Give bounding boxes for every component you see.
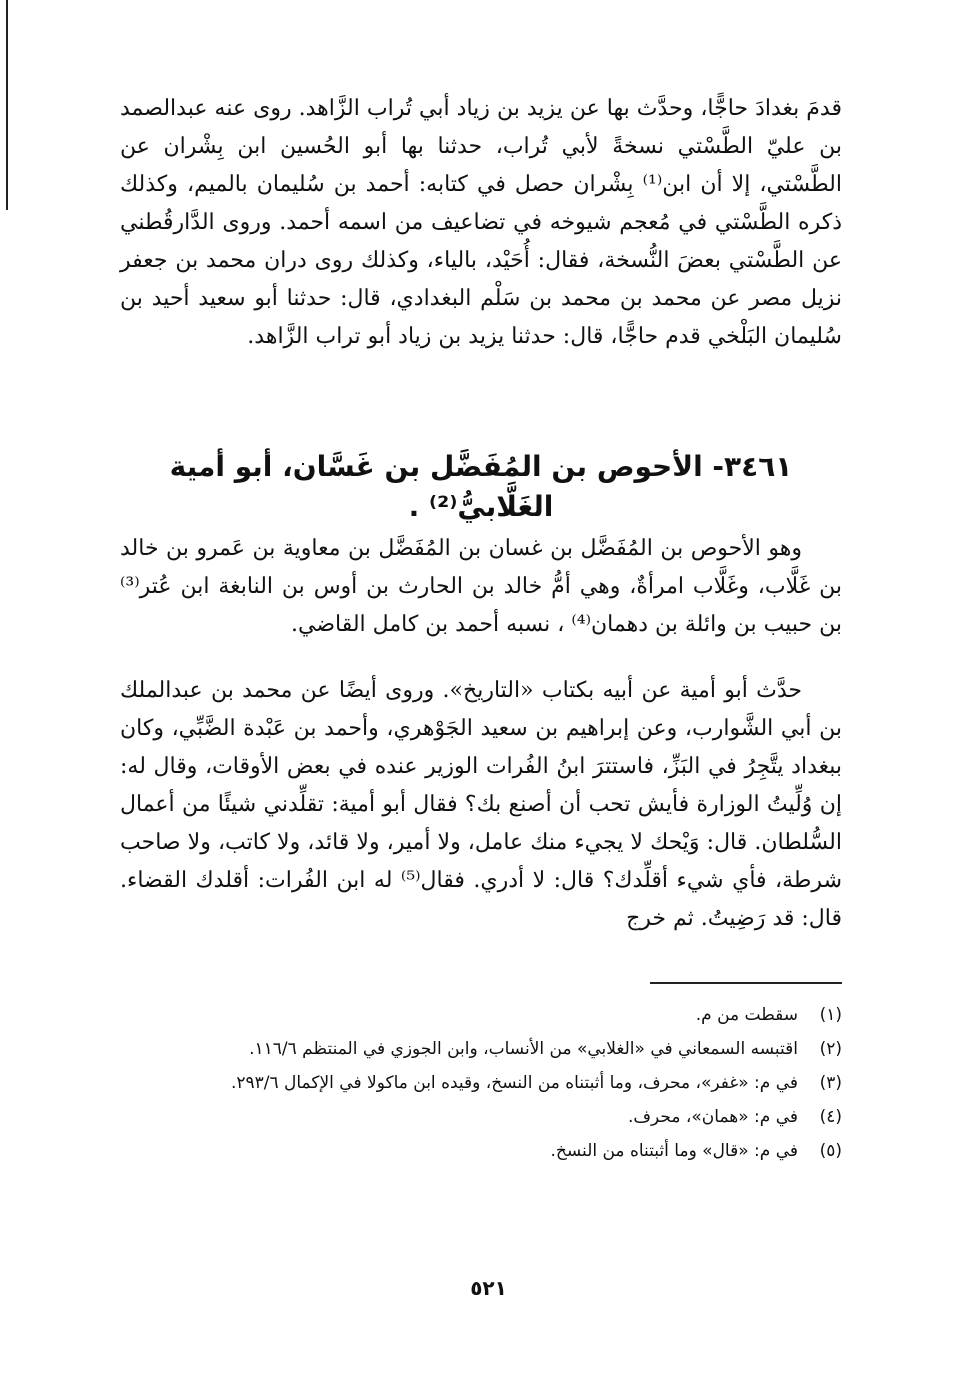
footnote-number: (٥) bbox=[819, 1141, 842, 1161]
footnote bbox=[120, 1136, 842, 1166]
paragraph-2: وهو الأحوص بن المُفَضَّل بن غسان بن المُفَضَّل بن معاوية بن عَمرو بن خالد بن غَلَّاب، وغَلَّاب امرأةٌ، وهي أمُّ خالد بن الحارث بن أوس بن النابغة ابن عُتر⁽³⁾ بن حبيب بن وائلة بن دهمان⁽⁴⁾ ، نسبه أحمد بن كامل القاضي. bbox=[120, 536, 842, 637]
footnote-number: (١) bbox=[819, 1005, 842, 1025]
footnote-separator bbox=[650, 982, 842, 984]
binding-margin-line bbox=[6, 0, 8, 210]
footnote-number: (٤) bbox=[819, 1107, 842, 1127]
footnote bbox=[120, 1000, 842, 1030]
footnote-text: في م: «قال» وما أثبتناه من النسخ. bbox=[550, 1141, 798, 1161]
entry-heading: ٣٤٦١- الأحوص بن المُفَضَّل بن غَسَّان، أبو أمية الغَلَّابيُّ⁽²⁾ . bbox=[169, 450, 793, 523]
footnote-text: اقتبسه السمعاني في «الغلابي» من الأنساب، وابن الجوزي في المنتظم ١١٦/٦. bbox=[249, 1039, 798, 1059]
page-number: ٥٢١ bbox=[470, 1276, 507, 1300]
paragraph-3: حدَّث أبو أمية عن أبيه بكتاب «التاريخ». وروى أيضًا عن محمد بن عبدالملك بن أبي الشَّوارب، وعن إبراهيم بن سعيد الجَوْهري، وأحمد بن عَبْدة الضَّبِّي، وكان ببغداد يتَّجِرُ في البَزِّ، فاستترَ ابنُ الفُرات الوزير عنده في بعض الأوقات، وقال له: إن وُلِّيتُ الوزارة فأيش تحب أن أصنع بك؟ فقال أبو أمية: تقلِّدني شيئًا من أعمال السُّلطان. قال: وَيْحك لا يجيء منك عامل، ولا أمير، ولا قائد، ولا كاتب، ولا صاحب شرطة، فأي شيء أقلِّدك؟ قال: لا أدري. فقال⁽⁵⁾ له ابن الفُرات: أقلدك القضاء. قال: قد رَضِيتُ. ثم خرج bbox=[120, 678, 843, 931]
footnote-text: في م: «غفر»، محرف، وما أثبتناه من النسخ، وقيده ابن ماكولا في الإكمال ٢٩٣/٦. bbox=[230, 1073, 798, 1093]
footnote-text: سقطت من م. bbox=[695, 1005, 798, 1025]
footnote-number: (٣) bbox=[819, 1073, 842, 1093]
footnote bbox=[120, 1068, 842, 1098]
footnotes bbox=[120, 1000, 842, 1170]
paragraph-1: قدمَ بغدادَ حاجًّا، وحدَّث بها عن يزيد بن زياد أبي تُراب الزَّاهد. روى عنه عبدالصمد بن عليّ الطَّسْتي نسخةً لأبي تُراب، حدثنا بها أبو الحُسين ابن بِشْران عن الطَّسْتي، إلا أن ابن⁽¹⁾ بِشْران حصل في كتابه: أحمد بن سُليمان بالميم، وكذلك ذكره الطَّسْتي في مُعجم شيوخه في تضاعيف من اسمه أحمد. وروى الدَّارقُطني عن الطَّسْتي بعضَ النُّسخة، فقال: أُحَيْد، بالياء، وكذلك روى دران محمد بن جعفر نزيل مصر عن محمد بن محمد بن سَلْم البغدادي، قال: حدثنا أبو سعيد أحيد بن سُليمان البَلْخي قدم حاجًّا، قال: حدثنا يزيد بن زياد أبو تراب الزَّاهد. bbox=[120, 96, 842, 349]
footnote-text: في م: «همان»، محرف. bbox=[628, 1107, 798, 1127]
footnote-number: (٢) bbox=[819, 1039, 842, 1059]
footnote bbox=[120, 1034, 842, 1064]
footnote bbox=[120, 1102, 842, 1132]
